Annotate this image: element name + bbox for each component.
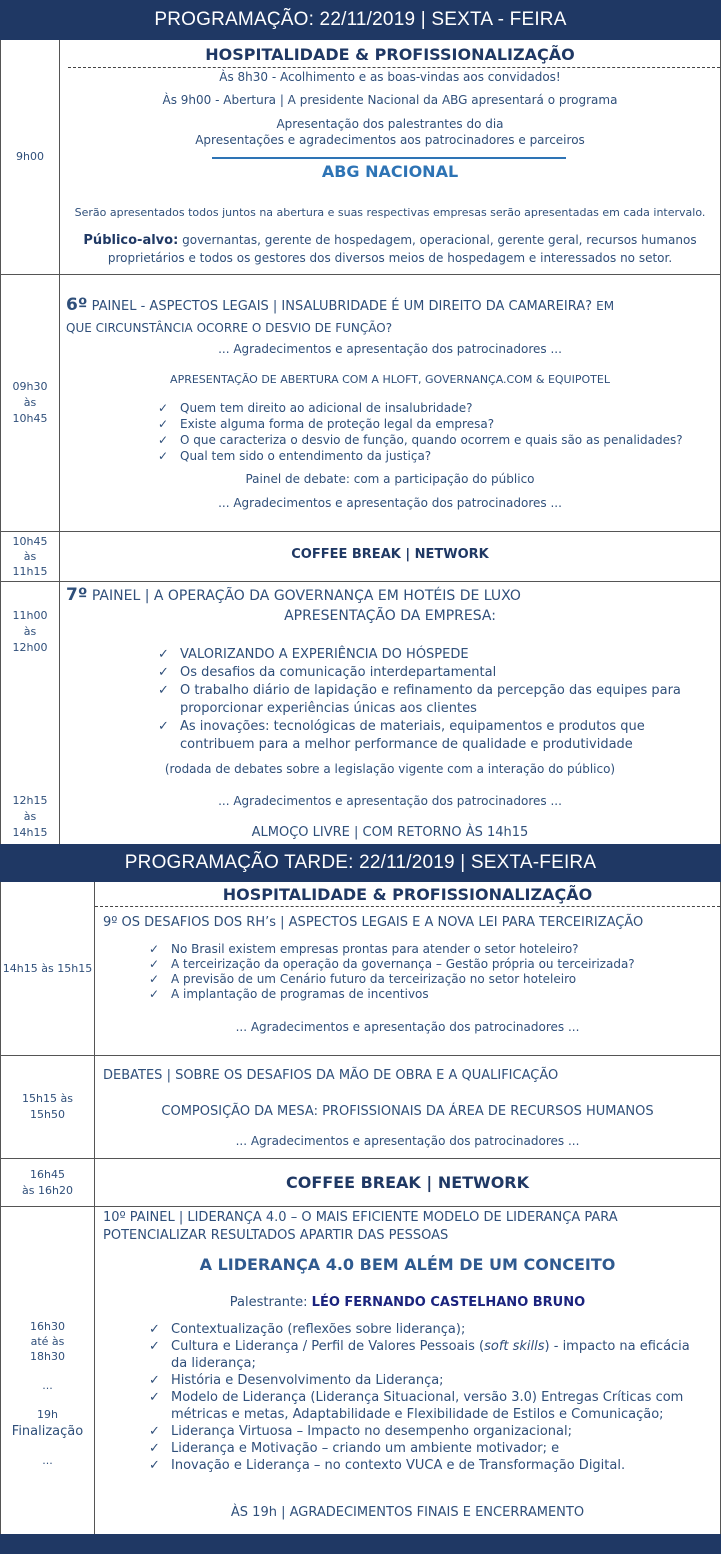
coffee-break-1-content [60,532,721,581]
morning-header-title: PROGRAMAÇÃO: 22/11/2019 | SEXTA - FEIRA [154,9,567,30]
speaker-line [95,1295,720,1310]
check-icon: ✓ [149,957,160,971]
time-end: 11h15 [12,565,48,578]
topic-list [147,942,635,1002]
check-icon: ✓ [158,719,169,734]
opening-line: Às 9h00 - Abertura | A presidente Nacional da ABG apresentará o programa [162,93,618,107]
panel-title-2: QUE CIRCUNSTÂNCIA OCORRE O DESVIO DE FUNÇÃO? [66,321,393,335]
check-icon: ✓ [149,1441,160,1456]
check-icon: ✓ [158,417,169,431]
panel-10-subtitle: A LIDERANÇA 4.0 BEM ALÉM DE UM CONCEITO [199,1255,616,1274]
audience-text-2: proprietários e todos os gestores dos diversos meios de hospedagem e interessados no setor. [107,251,673,265]
panel-9-content [95,882,721,1055]
time-start: 15h15 às [22,1092,73,1105]
debates-row [0,1056,721,1159]
topic-list [156,400,683,464]
time-end: às 16h20 [22,1183,73,1197]
speaker-label: Palestrante: [229,1295,308,1310]
afternoon-title: HOSPITALIDADE & PROFISSIONALIZAÇÃO [222,885,593,904]
debates-content [95,1056,721,1158]
opening-title: HOSPITALIDADE & PROFISSIONALIZAÇÃO [205,45,575,64]
check-icon: ✓ [149,1322,160,1337]
time-cell [0,40,60,274]
welcome-line: Às 8h30 - Acolhimento e as boas-vindas aos convidados! [219,70,561,84]
panel-subtitle: APRESENTAÇÃO DA EMPRESA: [284,608,496,624]
panel-10-title-1: 10º PAINEL | LIDERANÇA 4.0 – O MAIS EFICIENTE MODELO DE LIDERANÇA PARA [103,1210,618,1225]
opening-content [60,40,721,274]
audience-line [60,233,720,248]
check-icon: ✓ [158,433,169,447]
debate-line: Painel de debate: com a participação do público [245,472,535,486]
coffee-break-label: COFFEE BREAK | NETWORK [291,547,489,562]
time-end: 10h45 [12,412,48,425]
panel-10-row [0,1207,721,1534]
debate-line: (rodada de debates sobre a legislação vigente com a interação do público) [164,762,616,776]
time-cell [0,1159,95,1206]
list-item: ✓ O que caracteriza o desvio de função, quando ocorrem e quais são as penalidades? [158,433,683,447]
time-cell [0,882,95,1055]
lunch-line: ALMOÇO LIVRE | COM RETORNO ÀS 14h15 [251,825,529,840]
sponsors-line: Apresentações e agradecimentos aos patrocinadores e parceiros [195,133,585,147]
time-text: 14h15 às 15h15 [2,961,93,975]
time-cell [0,582,60,844]
time-sep: às [23,396,37,409]
list-item: ✓ Liderança e Motivação – criando um ambiente motivador; e [149,1441,560,1456]
panel-title-1b: EM [596,299,615,313]
coffee-break-1-row [0,532,721,582]
list-item: ✓ Cultura e Liderança / Perfil de Valores Pessoais (soft skills) - impacto na eficácia da liderança; [149,1339,690,1371]
list-item: ✓ Modelo de Liderança (Liderança Situacional, versão 3.0) Entregas Críticas com métricas e metas, Adaptabilidade e Flexibilidade de Estilos e Comunicação; [149,1390,684,1422]
time-cell: 16h30 até às 18h30 ... 19h Finalização ... [0,1207,95,1534]
list-item: ✓ Quem tem direito ao adicional de insalubridade? [158,401,473,415]
list-item: ✓ Contextualização (reflexões sobre liderança); [149,1322,466,1337]
time-sep: às [23,550,37,563]
coffee-break-2-row [0,1159,721,1207]
coffee-break-2-content [95,1159,721,1206]
title-divider [68,67,720,68]
panel-number: 6º [66,295,88,315]
list-item: ✓ VALORIZANDO A EXPERIÊNCIA DO HÓSPEDE [158,647,469,662]
morning-header [0,0,721,40]
panel-title: PAINEL | A OPERAÇÃO DA GOVERNANÇA EM HOTÉIS DE LUXO [91,588,521,604]
list-item: ✓ A implantação de programas de incentivos [149,987,429,1001]
panel-title-1: PAINEL - ASPECTOS LEGAIS | INSALUBRIDADE É UM DIREITO DA CAMAREIRA? [91,299,592,314]
sponsors-thanks: ... Agradecimentos e apresentação dos patrocinadores ... [218,342,562,356]
list-item: ✓ Os desafios da comunicação interdepartamental [158,665,497,680]
afternoon-header [0,844,721,882]
panel-6-content [60,275,721,531]
org-name: ABG NACIONAL [321,162,459,181]
panel-7-row [0,582,721,844]
presentation-note: Serão apresentados todos juntos na abertura e suas respectivas empresas serão apresentadas em cada intervalo. [74,206,706,219]
panel-9-row [0,882,721,1056]
panel-6-row [0,275,721,532]
check-icon: ✓ [158,647,169,662]
afternoon-header-title: PROGRAMAÇÃO TARDE: 22/11/2019 | SEXTA-FEIRA [124,852,597,873]
panel-6-title [66,295,614,315]
panel-9-title: 9º OS DESAFIOS DOS RH’s | ASPECTOS LEGAIS E A NOVA LEI PARA TERCEIRIZAÇÃO [103,915,644,930]
sponsors-thanks-2: ... Agradecimentos e apresentação dos patrocinadores ... [218,496,562,510]
coffee-break-label: COFFEE BREAK | NETWORK [285,1173,530,1192]
check-icon: ✓ [158,665,169,680]
panel-7-content [60,582,721,844]
sponsors-thanks: ... Agradecimentos e apresentação dos patrocinadores ... [235,1020,580,1034]
check-icon: ✓ [149,987,160,1001]
time-end: 15h50 [30,1108,65,1121]
audience-text: governantas, gerente de hospedagem, operacional, gerente geral, recursos humanos [182,233,697,247]
time-start: 16h45 [30,1167,65,1181]
title-divider [95,906,720,907]
time-cell [0,1056,95,1158]
time-block-1: 11h00 às 12h00 [12,609,48,654]
time-cell [0,275,60,531]
list-item: ✓ As inovações: tecnológicas de materiais, equipamentos e produtos que contribuem para a melhor performance de qualidade e produtividade [158,719,645,752]
time-block-2: 12h15 às 14h15 [12,794,48,839]
check-icon: ✓ [149,1390,160,1405]
check-icon: ✓ [149,1458,160,1473]
opening-presentation: APRESENTAÇÃO DE ABERTURA COM A HLOFT, GOVERNANÇA.COM & EQUIPOTEL [170,373,610,386]
list-item: ✓ No Brasil existem empresas prontas para atender o setor hoteleiro? [149,942,579,956]
check-icon: ✓ [158,401,169,415]
check-icon: ✓ [158,683,169,698]
panel-7-title [66,585,521,605]
audience-label: Público-alvo: [83,233,179,248]
time-start: 09h30 [12,380,48,393]
sponsors-thanks: ... Agradecimentos e apresentação dos patrocinadores ... [235,1134,580,1148]
check-icon: ✓ [149,1373,160,1388]
list-item: ✓ História e Desenvolvimento da Liderança; [149,1373,444,1388]
list-item: ✓ Liderança Virtuosa – Impacto no desempenho organizacional; [149,1424,572,1439]
speaker-name: LÉO FERNANDO CASTELHANO BRUNO [311,1295,586,1310]
check-icon: ✓ [149,1424,160,1439]
check-icon: ✓ [149,942,160,956]
list-item: ✓ A previsão de um Cenário futuro da terceirização no setor hoteleiro [149,972,577,986]
check-icon: ✓ [149,1339,160,1354]
panel-10-title-2: POTENCIALIZAR RESULTADOS APARTIR DAS PESSOAS [103,1228,449,1243]
composition-line: COMPOSIÇÃO DA MESA: PROFISSIONAIS DA ÁREA DE RECURSOS HUMANOS [161,1104,654,1119]
list-item: ✓ Inovação e Liderança – no contexto VUCA e de Transformação Digital. [149,1458,626,1473]
sponsors-thanks: ... Agradecimentos e apresentação dos patrocinadores ... [218,794,562,808]
time-start: 10h45 [12,535,48,548]
list-item: ✓ Qual tem sido o entendimento da justiça? [158,449,432,463]
panel-number: 7º [66,585,88,605]
list-item: ✓ Existe alguma forma de proteção legal da empresa? [158,417,495,431]
check-icon: ✓ [149,972,160,986]
topic-list [156,646,681,754]
opening-row [0,40,721,275]
check-icon: ✓ [158,449,169,463]
org-divider [212,157,566,159]
time-cell [0,532,60,581]
time-text: 9h00 [16,150,44,163]
speakers-line: Apresentação dos palestrantes do dia [276,117,504,131]
closing-line: ÀS 19h | AGRADECIMENTOS FINAIS E ENCERRAMENTO [230,1505,585,1520]
list-item: ✓ O trabalho diário de lapidação e refinamento da percepção das equipes para proporcionar experiências únicas aos clientes [158,683,681,716]
list-item: ✓ A terceirização da operação da governança – Gestão própria ou terceirizada? [149,957,635,971]
footer-bar [0,1534,721,1554]
panel-10-content [95,1207,721,1534]
debates-title: DEBATES | SOBRE OS DESAFIOS DA MÃO DE OBRA E A QUALIFICAÇÃO [103,1068,559,1083]
topic-list [147,1321,690,1474]
